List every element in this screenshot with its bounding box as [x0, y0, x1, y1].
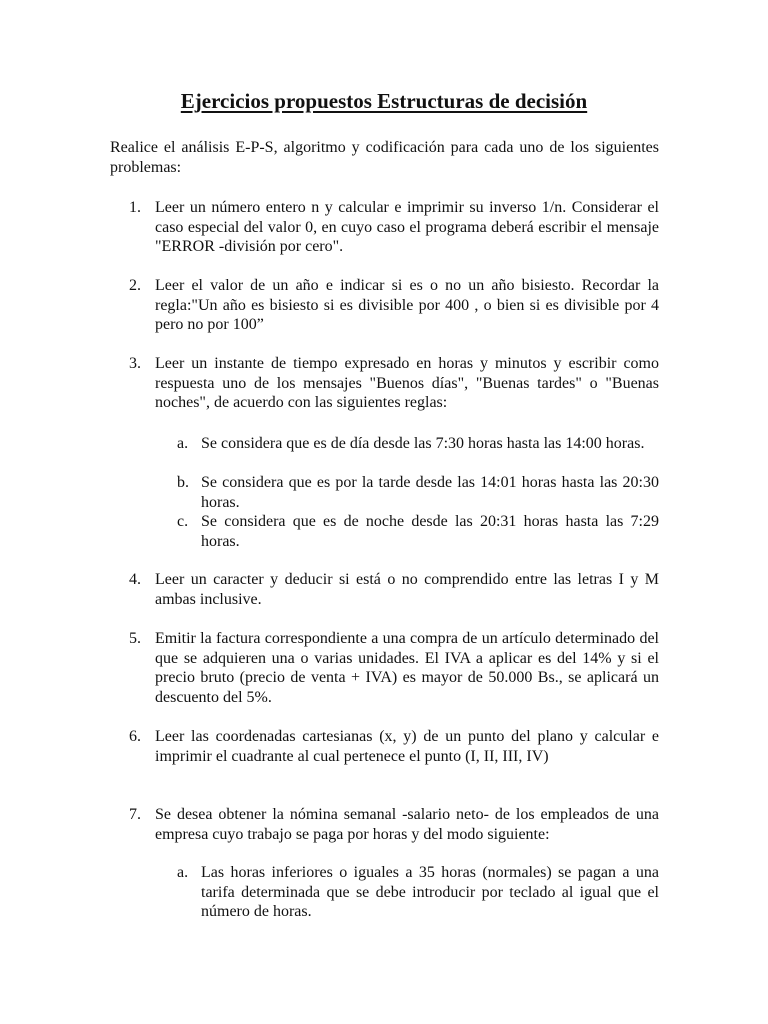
list-item-text: Se desea obtener la nómina semanal -salario neto- de los empleados de una empresa cuyo trabajo se paga por horas y del modo siguiente: — [155, 806, 659, 843]
list-item-number: 1. — [129, 199, 141, 216]
list-item — [129, 198, 659, 257]
list-item-text: Leer las coordenadas cartesianas (x, y) de un punto del plano y calcular e imprimir el cuadrante al cual pertenece el punto (I, II, III, IV) — [155, 728, 659, 765]
list-item — [129, 354, 659, 413]
sub-item-text: Se considera que es por la tarde desde las 14:01 horas hasta las 20:30 horas. — [201, 474, 659, 511]
list-item-text: Leer un instante de tiempo expresado en horas y minutos y escribir como respuesta uno de los mensajes "Buenos días", "Buenas tardes" o "Buenas noches", de acuerdo con las siguientes reglas: — [155, 355, 659, 411]
list-item-text: Leer el valor de un año e indicar si es o no un año bisiesto. Recordar la regla:"Un año es bisiesto si es divisible por 400 , o bien si es divisible por 4 pero no por 100” — [155, 277, 659, 333]
list-item-number: 6. — [129, 728, 141, 745]
sub-item-letter: a. — [177, 435, 189, 452]
sub-item — [177, 512, 659, 551]
list-item-number: 7. — [129, 806, 141, 823]
list-item-text: Leer un caracter y deducir si está o no comprendido entre las letras I y M ambas inclusive. — [155, 571, 659, 608]
list-item-number: 5. — [129, 630, 141, 647]
page-title: Ejercicios propuestos Estructuras de decisión — [180, 89, 588, 113]
list-item — [129, 727, 659, 766]
list-item — [129, 570, 659, 609]
list-item-text: Leer un número entero n y calcular e imprimir su inverso 1/n. Considerar el caso especial del valor 0, en cuyo caso el programa deberá escribir el mensaje "ERROR -división por cero". — [155, 199, 659, 255]
list-item — [129, 805, 659, 844]
sub-item-letter: b. — [177, 474, 189, 491]
list-item-number: 2. — [129, 277, 141, 294]
sub-item — [177, 434, 659, 454]
list-item — [129, 629, 659, 707]
list-item-text: Emitir la factura correspondiente a una compra de un artículo determinado del que se adquieren una o varias unidades. El IVA a aplicar es del 14% y si el precio bruto (precio de venta + IVA) es mayor de 50.000 Bs., se aplicará un descuento del 5%. — [155, 630, 659, 706]
sub-item-letter: a. — [177, 864, 189, 881]
sub-item — [177, 863, 659, 922]
list-item-number: 4. — [129, 571, 141, 588]
sub-item-text: Se considera que es de día desde las 7:30 horas hasta las 14:00 horas. — [201, 435, 645, 452]
sub-item-letter: c. — [177, 513, 189, 530]
sub-item-text: Se considera que es de noche desde las 20:31 horas hasta las 7:29 horas. — [201, 513, 659, 550]
sub-item — [177, 473, 659, 512]
list-item-number: 3. — [129, 355, 141, 372]
sub-item-text: Las horas inferiores o iguales a 35 horas (normales) se pagan a una tarifa determinada que se debe introducir por teclado al igual que el número de horas. — [201, 864, 659, 920]
list-item — [129, 276, 659, 335]
intro-paragraph: Realice el análisis E-P-S, algoritmo y codificación para cada uno de los siguientes problemas: — [110, 139, 659, 176]
